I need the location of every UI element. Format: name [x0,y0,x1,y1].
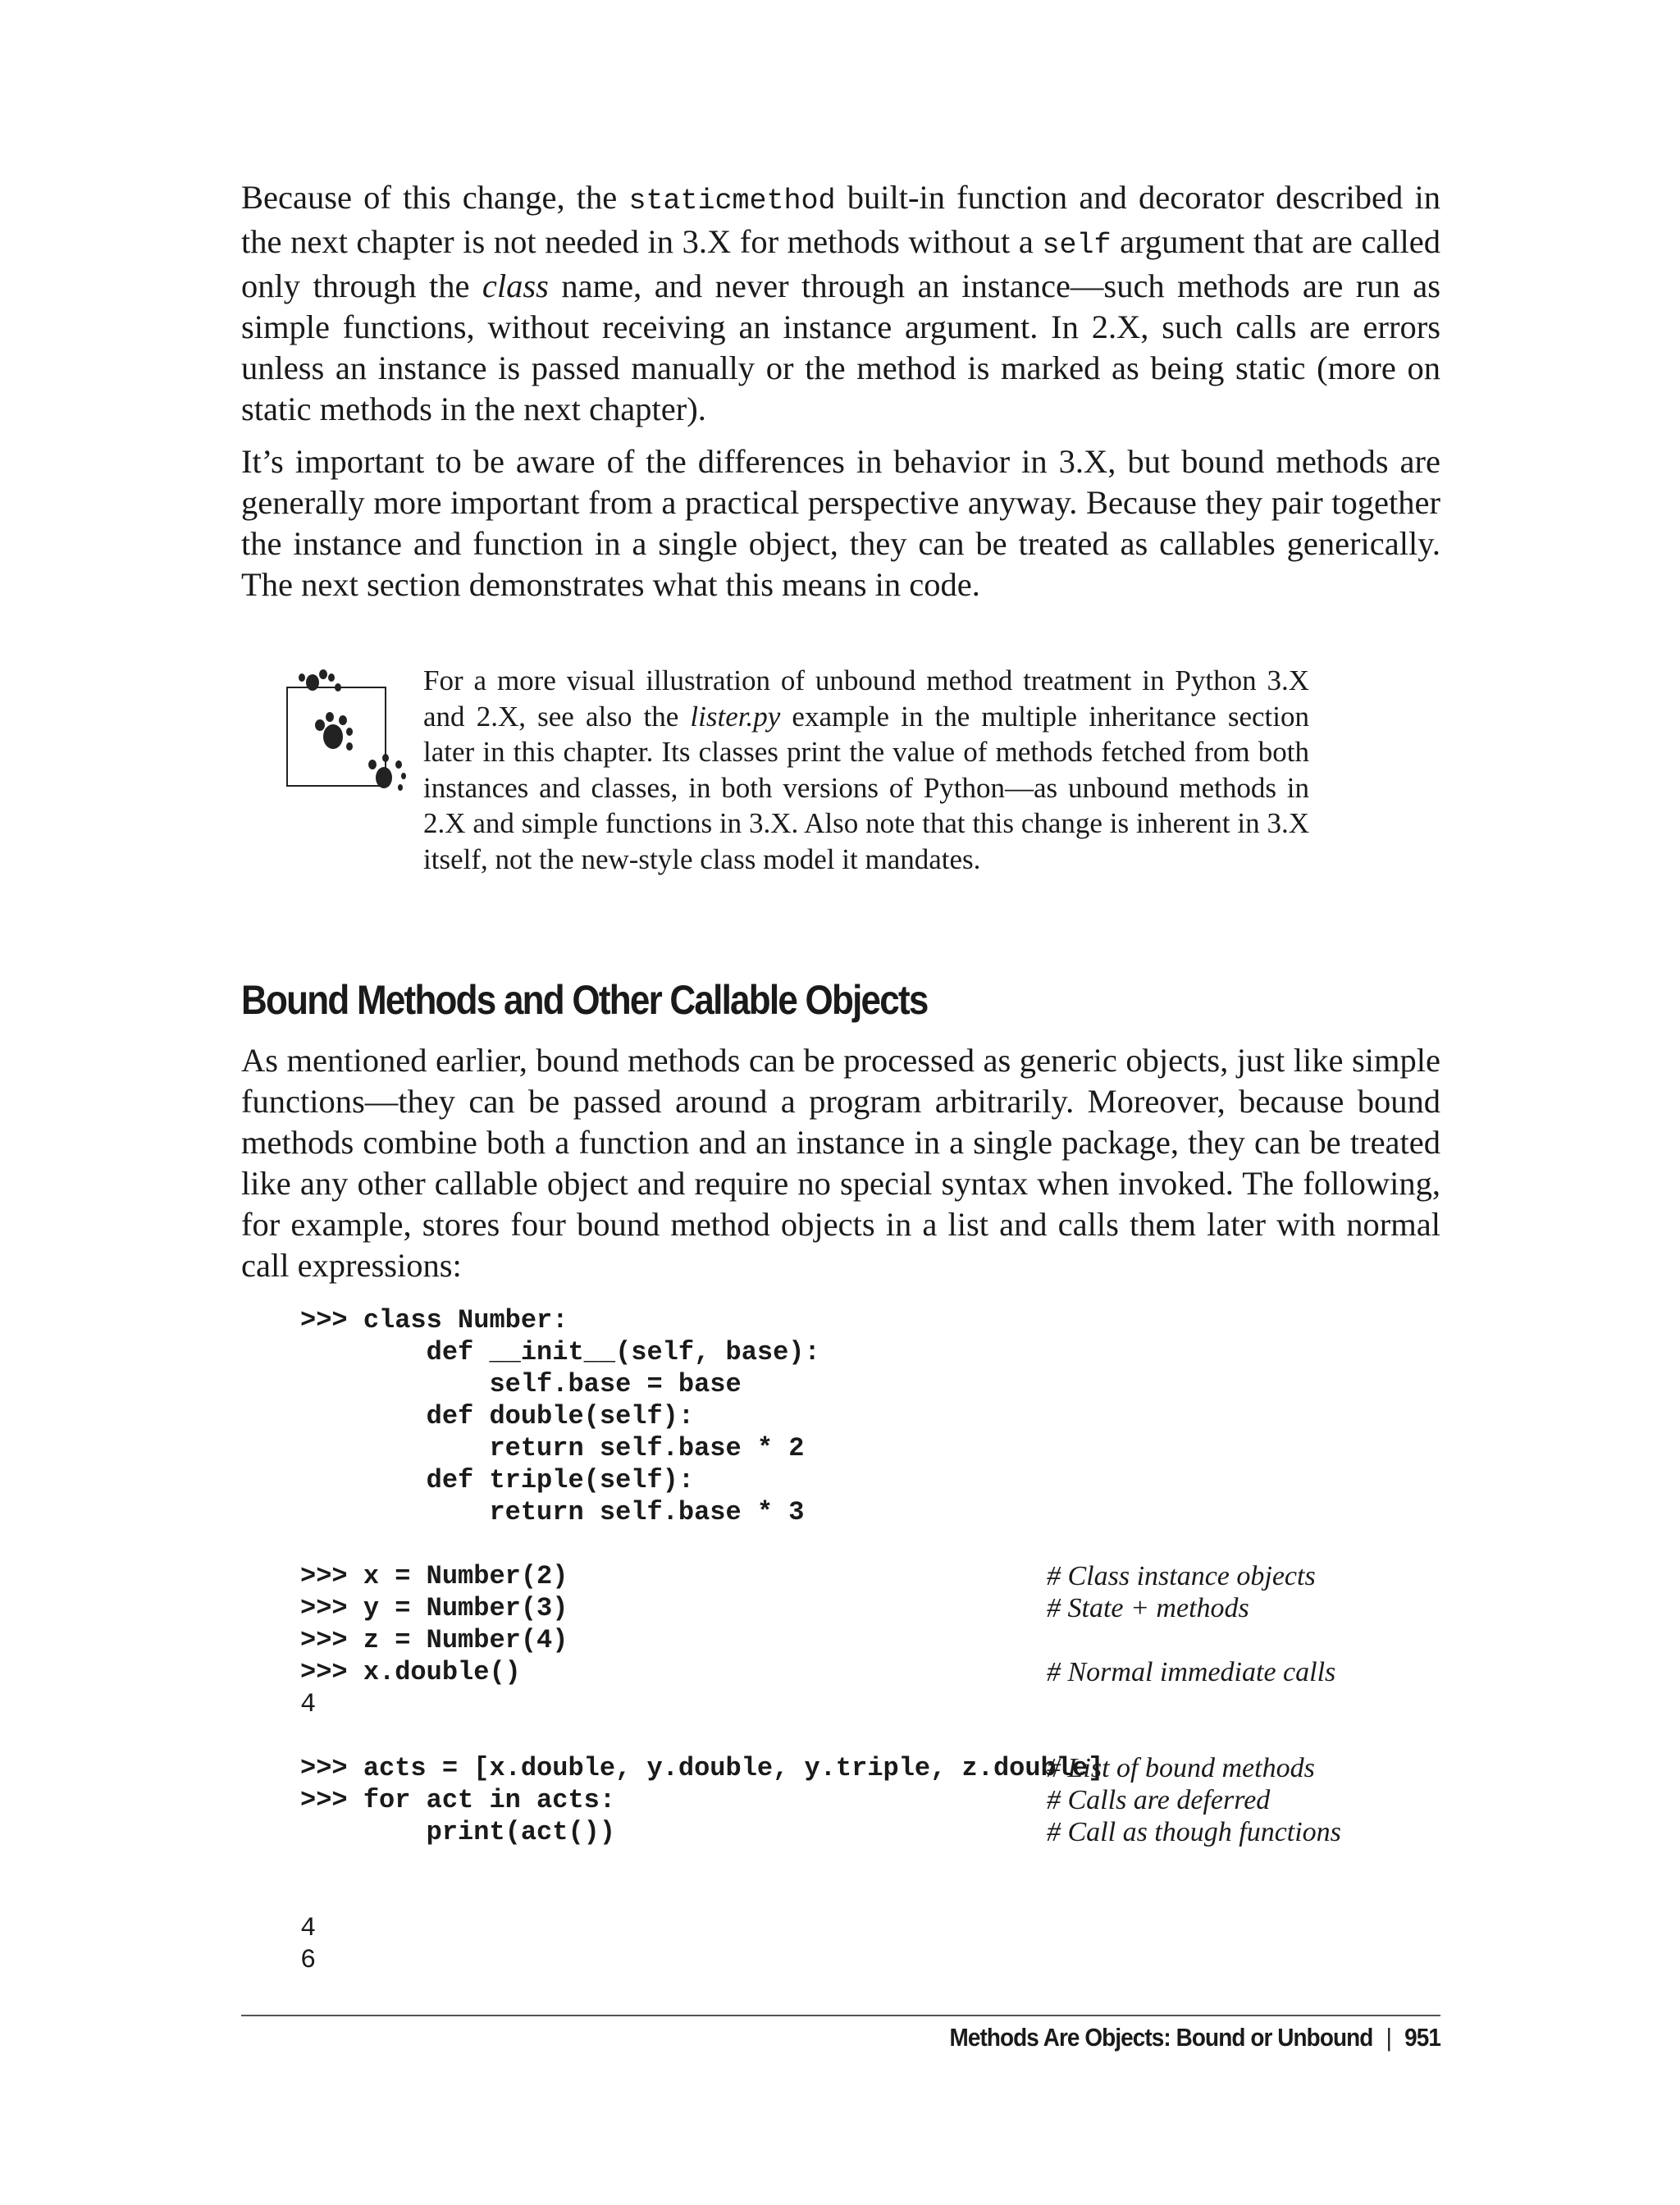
raccoon-tracks-icon [284,663,423,802]
code-comment: # Class instance objects [1047,1561,1316,1591]
code-output-line: 4 [300,1689,317,1719]
page-footer [949,2023,1440,2052]
code-line: def double(self): [300,1401,695,1431]
emphasis-lister-py: lister.py [690,700,781,733]
code-line: >>> x = Number(2) # Class instance objects [300,1561,1316,1591]
code-comment: # Calls are deferred [1047,1785,1271,1815]
emphasis-class: class [482,267,549,304]
code-line: >>> acts = [x.double, y.double, y.triple, z.double] # List of bound methods [300,1753,1315,1783]
code-line: print(act()) # Call as though functions [300,1817,1341,1847]
paragraph-static-methods [241,177,1440,430]
footer-rule [241,2015,1440,2016]
code-line: >>> for act in acts: # Calls are deferred [300,1785,1271,1815]
text-span: name, and never through an instance—such methods are run as simple functions, without receiving an instance argument. In 2.X, such calls are errors unless an instance is passed manually or the method is marked as being static (more on static methods in the next chapter). [241,267,1440,427]
footer-chapter-title: Methods Are Objects: Bound or Unbound [949,2023,1373,2052]
code-comment: # Call as though functions [1047,1817,1341,1847]
code-comment: # Normal immediate calls [1047,1657,1336,1687]
code-block-output [300,1912,1449,1976]
code-line: return self.base * 3 [300,1497,805,1527]
code-listing [300,1304,1449,1976]
code-line: def __init__(self, base): [300,1337,820,1367]
code-line: >>> x.double() # Normal immediate calls [300,1657,1336,1687]
code-comment: # List of bound methods [1047,1753,1315,1783]
code-output-line: 6 [300,1945,317,1975]
code-output-line: 4 [300,1913,317,1943]
section-heading: Bound Methods and Other Callable Objects [241,977,928,1023]
inline-code-staticmethod: staticmethod [628,185,836,217]
code-block-bound-method-list [300,1752,1449,1848]
text-span: built-in function and decorator described in the next chapter is not needed in 3.X for methods without a [241,179,1440,260]
paragraph-callable-objects: As mentioned earlier, bound methods can be processed as generic objects, just like simple functions—they can be passed around a program arbitrarily. Moreover, because bound methods combine both a function and an instance in a single package, they can be treated like any other callable object and require no special syntax when invoked. The following, for example, stores four bound method objects in a list and calls them later with normal call expressions: [241,1042,1440,1284]
page-number: 951 [1404,2023,1440,2052]
code-line: self.base = base [300,1369,742,1399]
code-line: >>> class Number: [300,1305,568,1335]
code-line: def triple(self): [300,1465,695,1495]
text-span: argument that are called only through the [241,223,1441,304]
code-line: >>> z = Number(4) [300,1625,568,1655]
text-span: For a more visual illustration of unbound method treatment in Python 3.X and 2.X, see also the [423,664,1309,733]
note-text [423,663,1309,877]
text-span: Because of this change, the [241,179,629,216]
note-box [284,663,1309,925]
paragraph-bound-methods-importance: It’s important to be aware of the differences in behavior in 3.X, but bound methods are generally more important from a practical perspective anyway. Because they pair together the instance and function in a single object, they can be treated as callables generically. The next section demonstrates what this means in code. [241,443,1440,603]
footer-separator: | [1386,2023,1391,2052]
code-line: >>> y = Number(3) # State + methods [300,1593,1249,1623]
code-comment: # State + methods [1047,1593,1249,1623]
code-line: return self.base * 2 [300,1433,805,1463]
code-block-instances [300,1560,1449,1720]
text-span: example in the multiple inheritance section later in this chapter. Its classes print the value of methods fetched from both instances and classes, in both versions of Python—as unbound methods in 2.X and simple functions in 3.X. Also note that this change is inherent in 3.X itself, not the new-style class model it mandates. [423,700,1310,875]
code-block-class-definition [300,1304,1449,1528]
inline-code-self: self [1042,229,1112,262]
